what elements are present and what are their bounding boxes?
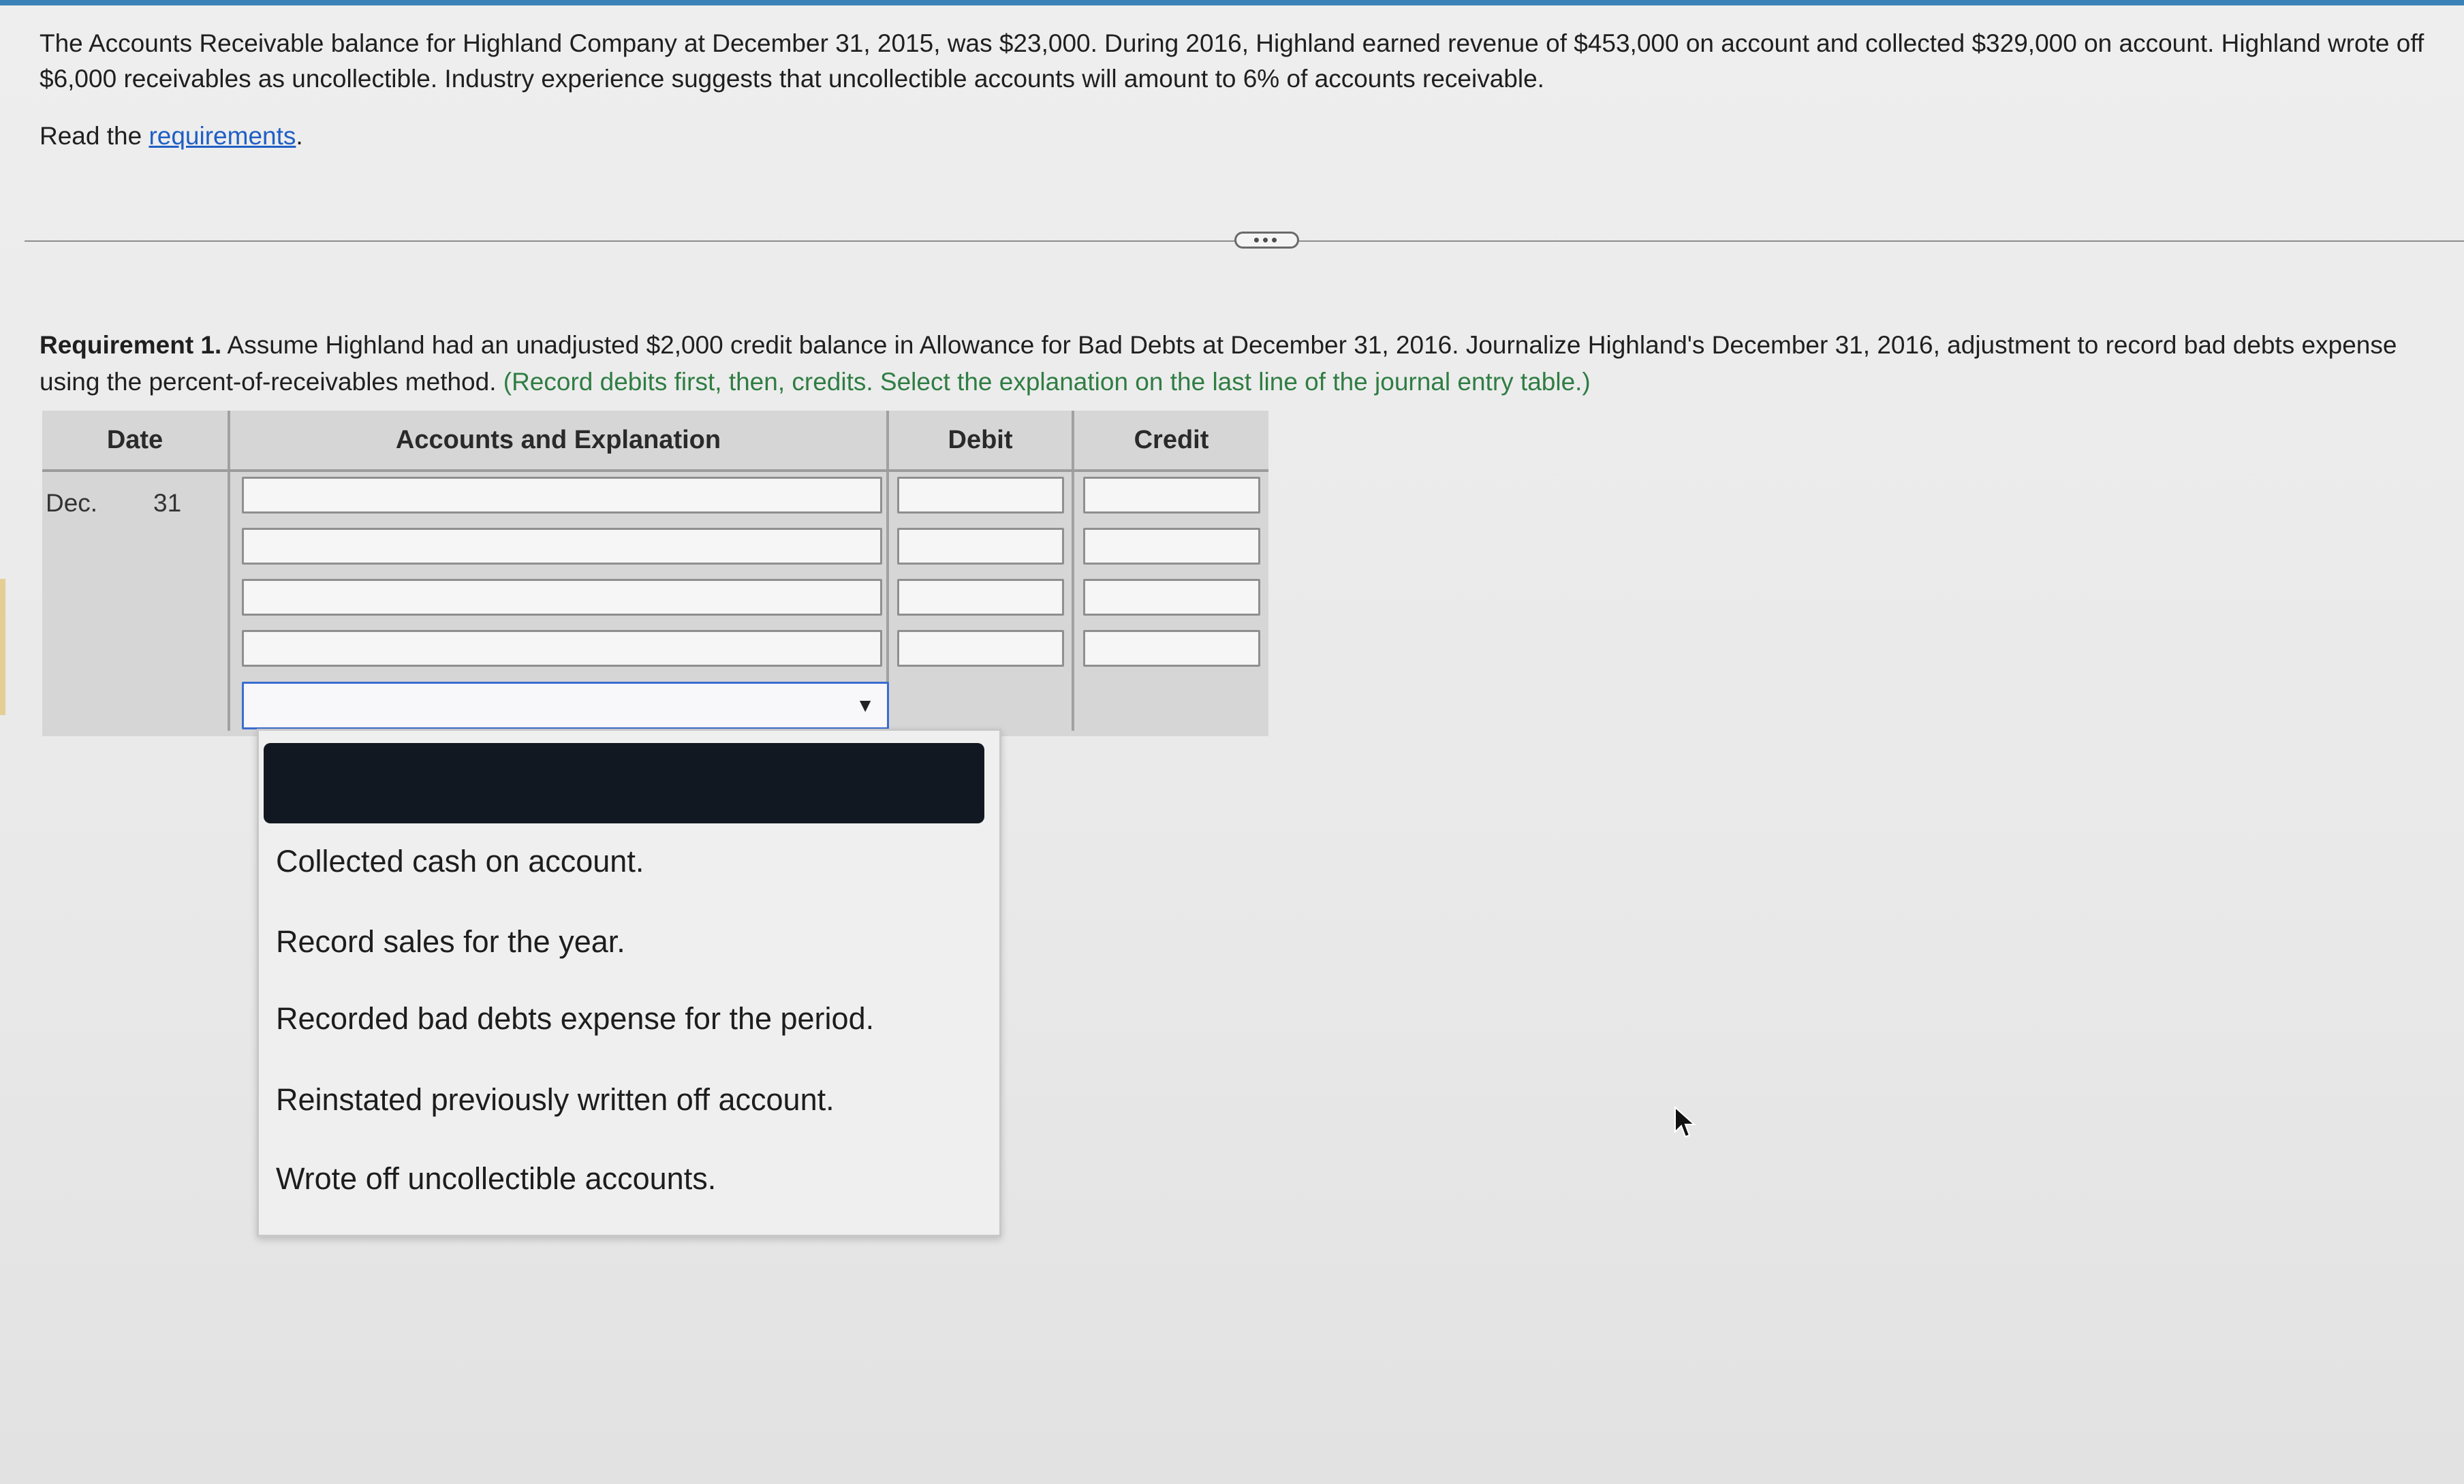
expand-button[interactable] [1234, 232, 1299, 249]
requirements-link[interactable]: requirements [149, 122, 296, 150]
date-header: Date [106, 425, 163, 454]
read-prefix: Read the [40, 122, 142, 150]
credit-input-row-2[interactable] [1083, 528, 1260, 565]
ellipsis-icon: ••• [1253, 230, 1281, 250]
accounts-explanation-header: Accounts and Explanation [395, 425, 721, 454]
chevron-down-icon: ▼ [856, 695, 875, 716]
credit-input-row-4[interactable] [1083, 630, 1260, 667]
dropdown-option[interactable]: Reinstated previously written off account. [276, 1082, 835, 1117]
left-edge-highlight [0, 579, 5, 715]
highlighted-dropdown-option[interactable] [264, 743, 984, 823]
requirement-text [40, 327, 2437, 400]
credit-input-row-1[interactable] [1083, 477, 1260, 514]
dropdown-option[interactable]: Collected cash on account. [276, 844, 644, 879]
debit-input-row-3[interactable] [897, 579, 1064, 616]
read-requirements-line [40, 119, 303, 154]
explanation-select[interactable] [242, 682, 889, 729]
dropdown-option[interactable]: Record sales for the year. [276, 924, 625, 959]
requirement-instruction: (Record debits first, then, credits. Select the explanation on the last line of the journal entry table.) [503, 368, 1591, 396]
account-input-row-4[interactable] [242, 630, 882, 667]
journal-header-row [42, 411, 1268, 472]
top-accent-bar [0, 0, 2464, 5]
dropdown-option[interactable]: Wrote off uncollectible accounts. [276, 1161, 717, 1196]
requirement-body: Assume Highland had an unadjusted $2,000 credit balance in Allowance for Bad Debts at December 31, 2016. Journalize Highland's December 31, 2016, adjustment to record bad debts expense using the percent-of-receivables method. [40, 331, 2397, 396]
read-suffix: . [296, 122, 303, 150]
problem-statement: The Accounts Receivable balance for Highland Company at December 31, 2015, was $23,000. During 2016, Highland earned revenue of $453,000 on account and collected $329,000 on account. Highland wrote off $6,000 receivables as uncollectible. Industry experience suggests that uncollectible accounts will amount to 6% of accounts receivable. [40, 29, 2424, 93]
entry-month: Dec. [46, 489, 98, 517]
dropdown-option[interactable]: Recorded bad debts expense for the period. [276, 1001, 875, 1036]
account-input-row-3[interactable] [242, 579, 882, 616]
explanation-dropdown-menu [257, 729, 1001, 1237]
entry-day: 31 [153, 489, 182, 517]
account-input-row-2[interactable] [242, 528, 882, 565]
debit-input-row-4[interactable] [897, 630, 1064, 667]
credit-header: Credit [1134, 425, 1209, 454]
requirement-label: Requirement 1. [40, 331, 222, 359]
debit-header: Debit [948, 425, 1013, 454]
debit-input-row-1[interactable] [897, 477, 1064, 514]
credit-input-row-3[interactable] [1083, 579, 1260, 616]
debit-input-row-2[interactable] [897, 528, 1064, 565]
account-input-row-1[interactable] [242, 477, 882, 514]
mouse-pointer-icon [1673, 1106, 1698, 1139]
